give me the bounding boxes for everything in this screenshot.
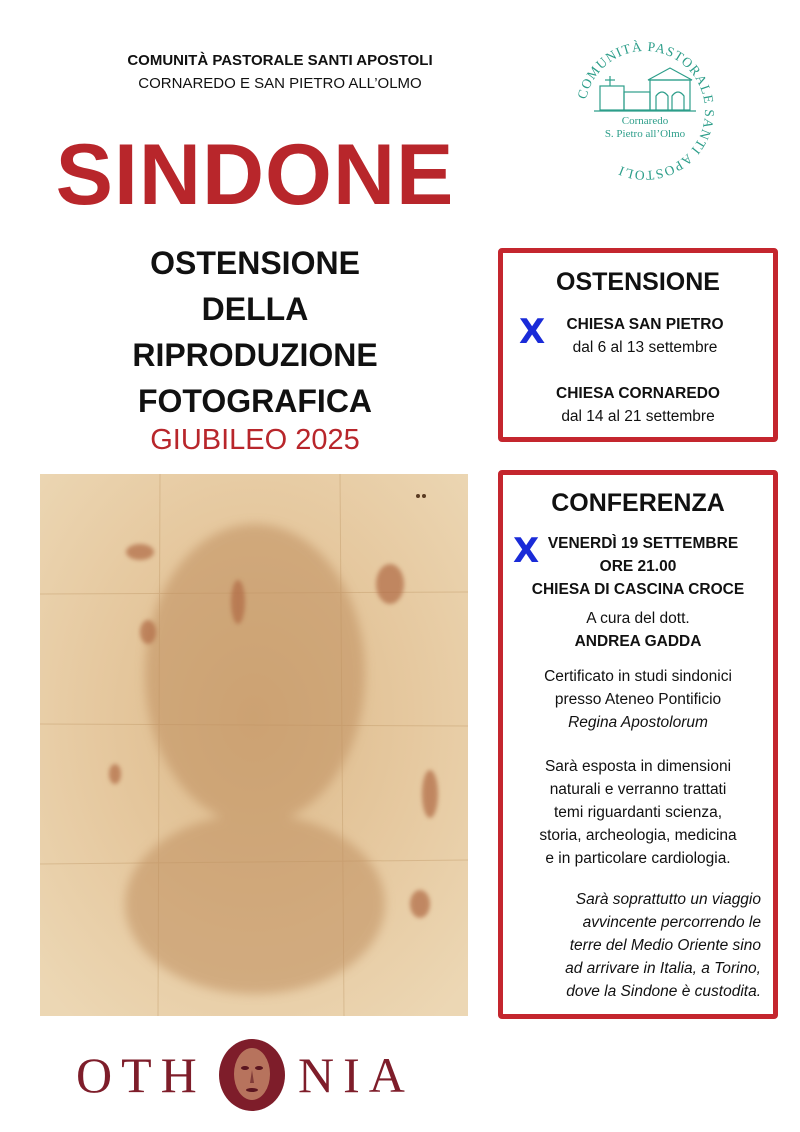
description-line: temi riguardanti scienza,	[554, 804, 722, 821]
subtitle-line: OSTENSIONE	[150, 245, 360, 281]
speaker-name: ANDREA GADDA	[574, 633, 702, 650]
organization-name: COMUNITÀ PASTORALE SANTI APOSTOLI	[127, 52, 433, 69]
venue-cornaredo: CHIESA CORNAREDO	[556, 385, 720, 402]
conferenza-box	[498, 470, 778, 1019]
conference-date: VENERDÌ 19 SETTEMBRE	[547, 535, 739, 552]
conference-venue: CHIESA DI CASCINA CROCE	[531, 581, 745, 598]
ostensione-heading: OSTENSIONE	[556, 268, 720, 296]
logo-text-right: NIA	[298, 1047, 414, 1103]
description-line: storia, archeologia, medicina	[539, 827, 737, 844]
dates-cornaredo: dal 14 al 21 settembre	[561, 408, 715, 425]
shroud-face-icon	[216, 1038, 288, 1112]
description-line: e in particolare cardiologia.	[545, 850, 731, 867]
closing-line: Sarà soprattutto un viaggio	[575, 891, 761, 908]
handwritten-x-mark: X	[519, 312, 546, 352]
subtitle-line: DELLA	[201, 291, 309, 327]
description-line: Sarà esposta in dimensioni	[544, 758, 732, 775]
svg-text:S. Pietro all’Olmo: S. Pietro all’Olmo	[604, 128, 686, 140]
subtitle-line: RIPRODUZIONE	[132, 337, 378, 373]
credential-institution: Regina Apostolorum	[568, 714, 708, 731]
svg-text:Cornaredo: Cornaredo	[621, 115, 669, 127]
svg-text:COMUNITÀ PASTORALE SANTI APOST: COMUNITÀ PASTORALE SANTI APOSTOLI	[574, 38, 718, 184]
ostensione-box	[498, 248, 778, 442]
credential-line: Certificato in studi sindonici	[544, 668, 732, 685]
main-title: SINDONE	[55, 127, 455, 223]
curated-by: A cura del dott.	[586, 610, 690, 627]
conference-time: ORE 21.00	[599, 558, 677, 575]
handwritten-x-mark: X	[513, 531, 540, 571]
logo-text-left: OTH	[76, 1047, 206, 1103]
closing-line: terre del Medio Oriente sino	[569, 937, 761, 954]
parish-seal-logo	[570, 36, 720, 186]
othonia-logo	[76, 1038, 436, 1112]
description-line: naturali e verranno trattati	[549, 781, 727, 798]
closing-line: ad arrivare in Italia, a Torino,	[565, 960, 761, 977]
venue-san-pietro: CHIESA SAN PIETRO	[566, 316, 724, 333]
credential-line: presso Ateneo Pontificio	[554, 691, 722, 708]
closing-line: dove la Sindone è custodita.	[566, 983, 761, 1000]
event-subtitle	[60, 240, 450, 424]
organization-subname: CORNAREDO E SAN PIETRO ALL’OLMO	[138, 75, 422, 92]
closing-line: avvincente percorrendo le	[582, 914, 761, 931]
conferenza-heading: CONFERENZA	[551, 489, 725, 517]
dates-san-pietro: dal 6 al 13 settembre	[572, 339, 718, 356]
conference-closing	[503, 888, 773, 1003]
conference-description	[503, 755, 773, 870]
subtitle-line: FOTOGRAFICA	[137, 383, 373, 419]
jubilee-label: GIUBILEO 2025	[150, 424, 360, 456]
shroud-photo	[40, 474, 468, 1016]
